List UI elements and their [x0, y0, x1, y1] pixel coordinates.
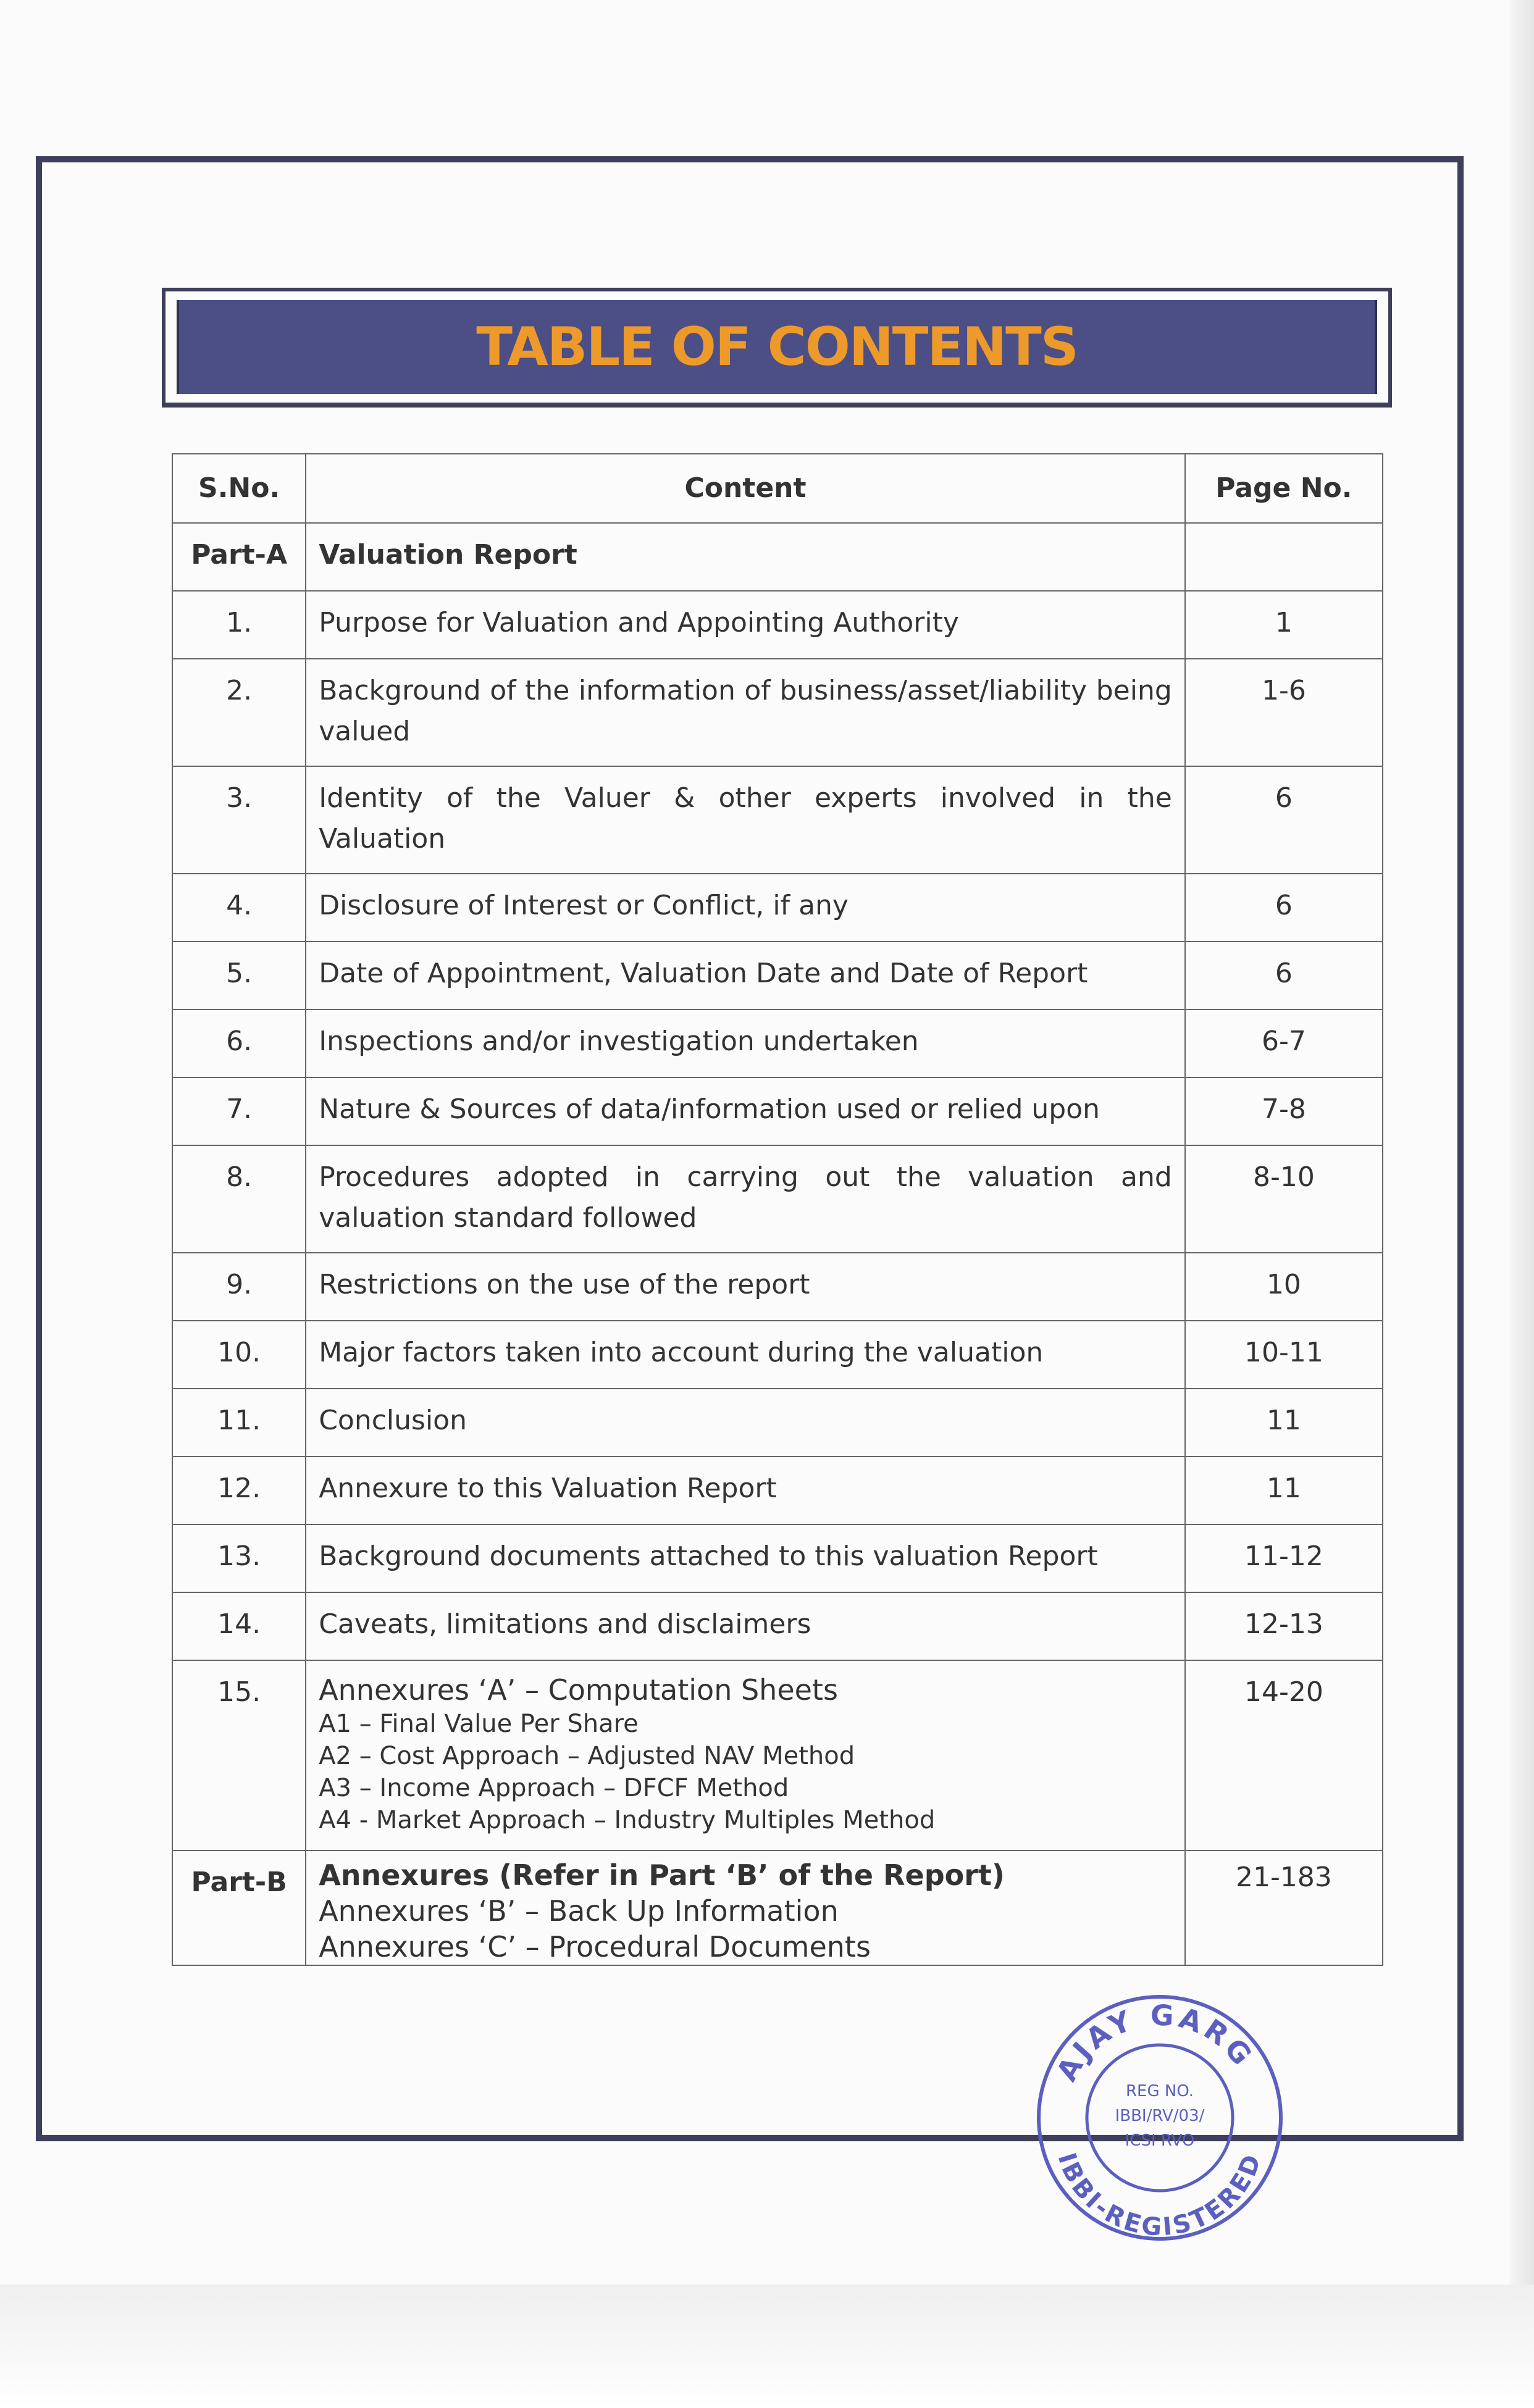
toc-row: [172, 1010, 1383, 1077]
row-content: Procedures adopted in carrying out the valuation and valuation standard followed: [306, 1145, 1185, 1253]
annexure-a-title: Annexures ‘A’ – Computation Sheets: [319, 1673, 838, 1707]
row-number: 2.: [172, 659, 306, 766]
row-number: 15.: [172, 1660, 306, 1850]
part-a-row: [172, 523, 1383, 591]
row-number: 12.: [172, 1457, 306, 1524]
part-b-label: Part-B: [172, 1850, 306, 1965]
row-number: 6.: [172, 1010, 306, 1077]
toc-row: [172, 1524, 1383, 1592]
part-b-subitem: Annexures ‘B’ – Back Up Information: [319, 1894, 839, 1928]
row-content: Disclosure of Interest or Conflict, if any: [306, 874, 1185, 942]
row-content: Caveats, limitations and disclaimers: [306, 1592, 1185, 1660]
annexure-a-subitem: A3 – Income Approach – DFCF Method: [319, 1774, 789, 1802]
toc-row: [172, 1389, 1383, 1457]
row-page: 6-7: [1185, 1010, 1383, 1077]
row-page: 11-12: [1185, 1524, 1383, 1592]
valuer-seal: [1030, 1988, 1289, 2247]
row-content: Background of the information of business/asset/liability being valued: [306, 659, 1185, 766]
row-content: Purpose for Valuation and Appointing Authority: [306, 591, 1185, 659]
toc-row-annexures-a: [172, 1660, 1383, 1850]
seal-bottom-text: IBBI-REGISTERED: [1052, 2149, 1268, 2242]
toc-row: [172, 766, 1383, 874]
page-title: TABLE OF CONTENTS: [476, 316, 1078, 378]
part-b-title: Annexures (Refer in Part ‘B’ of the Report): [319, 1858, 1005, 1892]
row-page: 1-6: [1185, 659, 1383, 766]
header-page: Page No.: [1185, 454, 1383, 523]
seal-inner-text-2: IBBI/RV/03/: [1115, 2107, 1205, 2125]
toc-row: [172, 591, 1383, 659]
toc-row: [172, 1592, 1383, 1660]
row-number: 3.: [172, 766, 306, 874]
row-content: Conclusion: [306, 1389, 1185, 1457]
toc-row: [172, 874, 1383, 942]
row-number: 1.: [172, 591, 306, 659]
row-number: 8.: [172, 1145, 306, 1253]
toc-row: [172, 1321, 1383, 1389]
toc-header-row: [172, 454, 1383, 523]
part-a-label: Part-A: [172, 523, 306, 591]
row-page: 6: [1185, 766, 1383, 874]
row-page: 12-13: [1185, 1592, 1383, 1660]
row-number: 11.: [172, 1389, 306, 1457]
scan-edge: [1509, 0, 1534, 2285]
toc-table: [172, 453, 1383, 1966]
row-page: 7-8: [1185, 1077, 1383, 1145]
title-banner: [162, 288, 1392, 408]
row-content: Identity of the Valuer & other experts involved in the Valuation: [306, 766, 1185, 874]
row-content: Restrictions on the use of the report: [306, 1253, 1185, 1321]
row-number: 13.: [172, 1524, 306, 1592]
part-b-subitem: Annexures ‘C’ – Procedural Documents: [319, 1930, 871, 1963]
row-content: Date of Appointment, Valuation Date and Date of Report: [306, 942, 1185, 1010]
row-number: 10.: [172, 1321, 306, 1389]
row-number: 9.: [172, 1253, 306, 1321]
annexure-a-subitem: A2 – Cost Approach – Adjusted NAV Method: [319, 1742, 855, 1770]
row-number: 4.: [172, 874, 306, 942]
toc-row: [172, 1145, 1383, 1253]
part-a-title: Valuation Report: [306, 523, 1185, 591]
row-page: 11: [1185, 1457, 1383, 1524]
toc-row: [172, 1457, 1383, 1524]
row-page: 8-10: [1185, 1145, 1383, 1253]
toc-row: [172, 1077, 1383, 1145]
row-page: 14-20: [1185, 1660, 1383, 1850]
row-page: 6: [1185, 874, 1383, 942]
annexure-a-subitem: A4 - Market Approach – Industry Multiples Method: [319, 1806, 936, 1834]
part-a-page: [1185, 523, 1383, 591]
row-content: Background documents attached to this valuation Report: [306, 1524, 1185, 1592]
header-content: Content: [306, 454, 1185, 523]
header-sno: S.No.: [172, 454, 306, 523]
row-content: Annexure to this Valuation Report: [306, 1457, 1185, 1524]
part-b-row: [172, 1850, 1383, 1965]
toc-row: [172, 659, 1383, 766]
seal-inner-text-1: REG NO.: [1125, 2082, 1194, 2101]
annexure-a-subitem: A1 – Final Value Per Share: [319, 1710, 639, 1738]
row-content: [306, 1660, 1185, 1850]
row-content: Nature & Sources of data/information used or relied upon: [306, 1077, 1185, 1145]
part-b-content: [306, 1850, 1185, 1965]
toc-row: [172, 942, 1383, 1010]
row-page: 10: [1185, 1253, 1383, 1321]
toc-row: [172, 1253, 1383, 1321]
title-banner-fill: [177, 300, 1377, 394]
part-b-page: 21-183: [1185, 1850, 1383, 1965]
row-page: 10-11: [1185, 1321, 1383, 1389]
seal-top-text: AJAY GARG: [1049, 1998, 1261, 2087]
seal-inner-text-3: ICSI RVO: [1125, 2131, 1195, 2150]
row-number: 5.: [172, 942, 306, 1010]
row-page: 1: [1185, 591, 1383, 659]
row-number: 7.: [172, 1077, 306, 1145]
row-page: 6: [1185, 942, 1383, 1010]
row-content: Major factors taken into account during the valuation: [306, 1321, 1185, 1389]
row-content: Inspections and/or investigation undertaken: [306, 1010, 1185, 1077]
scan-bottom-shadow: [0, 2285, 1534, 2408]
row-page: 11: [1185, 1389, 1383, 1457]
row-number: 14.: [172, 1592, 306, 1660]
